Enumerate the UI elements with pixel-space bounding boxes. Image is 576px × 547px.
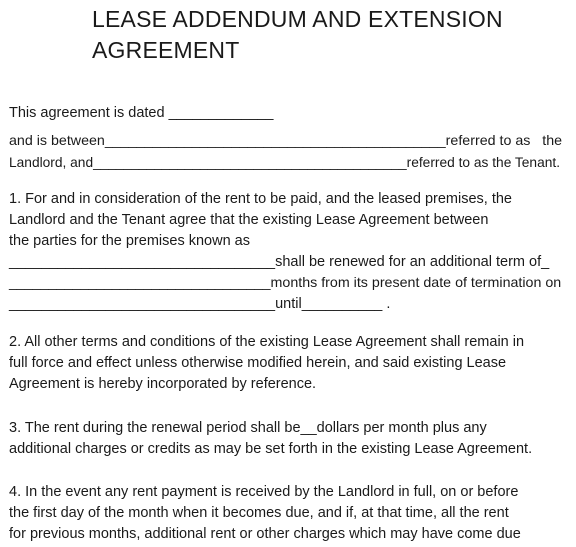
- clause-4-line-1: 4. In the event any rent payment is received by the Landlord in full, on or before: [9, 484, 519, 500]
- between-line-1-text: and is between___________________________________________referred to as the: [9, 133, 563, 149]
- clause-2-line-3: Agreement is hereby incorporated by reference.: [9, 376, 317, 392]
- title-line-2: AGREEMENT: [92, 37, 240, 63]
- clause-1-line-6: _________________________________until__________ .: [9, 296, 391, 312]
- dated-line: This agreement is dated _____________: [9, 105, 274, 121]
- document-title: [92, 4, 562, 66]
- clause-2-line-1: 2. All other terms and conditions of the existing Lease Agreement shall remain in: [9, 334, 525, 350]
- title-line-1: LEASE ADDENDUM AND EXTENSION: [92, 6, 503, 32]
- clause-1-line-4: _________________________________shall be renewed for an additional term of_: [9, 254, 550, 270]
- clause-3-line-1: 3. The rent during the renewal period shall be__dollars per month plus any: [9, 420, 487, 436]
- clause-3-line-2: additional charges or credits as may be set forth in the existing Lease Agreement.: [9, 441, 533, 457]
- between-line-2: Landlord, and_________________________________________referred to as the Tenant.: [9, 155, 561, 170]
- clause-4-line-2: the first day of the month when it becomes due, and if, at that time, all the rent: [9, 505, 509, 521]
- clause-2-line-2: full force and effect unless otherwise modified herein, and said existing Lease: [9, 355, 507, 371]
- clause-1-line-1: 1. For and in consideration of the rent to be paid, and the leased premises, the: [9, 191, 512, 207]
- clause-4-line-3: for previous months, additional rent or other charges which may have come due: [9, 526, 521, 542]
- clause-1-line-5: _________________________________months from its present date of termination on: [9, 275, 562, 291]
- clause-1-line-2: Landlord and the Tenant agree that the existing Lease Agreement between: [9, 212, 489, 228]
- clause-1-line-3: the parties for the premises known as: [9, 233, 250, 249]
- between-line-1: [9, 131, 563, 152]
